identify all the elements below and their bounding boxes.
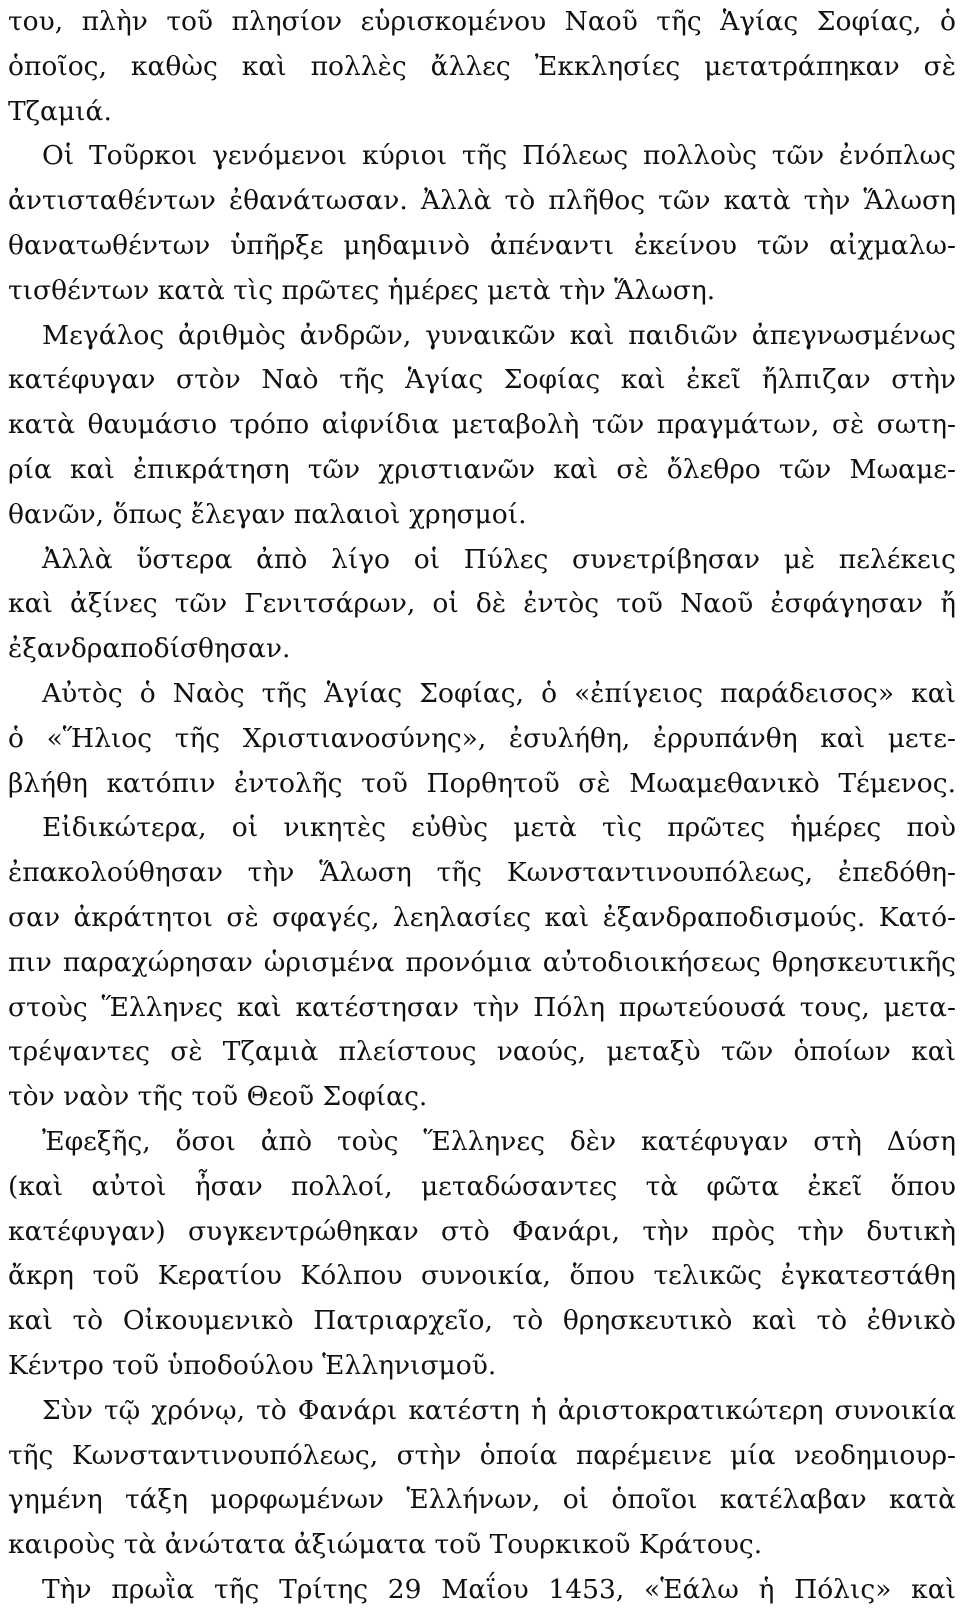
- text-line: στοὺς Ἕλληνες καὶ κατέστησαν τὴν Πόλη πρωτεύουσά τους, μετα-: [8, 991, 956, 1023]
- text-line: Σὺν τῷ χρόνῳ, τὸ Φανάρι κατέστη ἡ ἀριστοκρατικώτερη συνοικία: [42, 1394, 956, 1426]
- text-line: του, πλὴν τοῦ πλησίον εὑρισκομένου Ναοῦ τῆς Ἁγίας Σοφίας, ὁ: [8, 6, 956, 37]
- text-line: κατὰ θαυμάσιο τρόπο αἰφνίδια μεταβολὴ τῶν πραγμάτων, σὲ σωτη-: [8, 409, 956, 441]
- text-line: κατέφυγαν) συγκεντρώθηκαν στὸ Φανάρι, τὴν πρὸς τὴν δυτικὴ: [8, 1215, 956, 1247]
- text-line: ὁ «Ἥλιος τῆς Χριστιανοσύνης», ἐσυλήθη, ἐρρυπάνθη καὶ μετε-: [8, 722, 956, 754]
- text-line: βλήθη κατόπιν ἐντολῆς τοῦ Πορθητοῦ σὲ Μωαμεθανικὸ Τέμενος.: [8, 767, 956, 799]
- text-line: θανατωθέντων ὑπῆρξε μηδαμινὸ ἀπέναντι ἐκείνου τῶν αἰχμαλω-: [8, 229, 956, 261]
- text-line: τισθέντων κατὰ τὶς πρῶτες ἡμέρες μετὰ τὴν Ἅλωση.: [8, 274, 716, 306]
- text-line: Μεγάλος ἀριθμὸς ἀνδρῶν, γυναικῶν καὶ παιδιῶν ἀπεγνωσμένως: [42, 319, 956, 351]
- text-line: (καὶ αὐτοὶ ἦσαν πολλοί, μεταδώσαντες τὰ φῶτα ἐκεῖ ὅπου: [8, 1170, 956, 1202]
- text-line: πιν παραχώρησαν ὡρισμένα προνόμια αὐτοδιοικήσεως θρησκευτικῆς: [8, 946, 956, 978]
- text-line: τὸν ναὸν τῆς τοῦ Θεοῦ Σοφίας.: [8, 1081, 428, 1113]
- text-line: σαν ἀκράτητοι σὲ σφαγές, λεηλασίες καὶ ἐξανδραποδισμούς. Κατό-: [8, 901, 956, 933]
- text-line: κατέφυγαν στὸν Ναὸ τῆς Ἁγίας Σοφίας καὶ ἐκεῖ ἤλπιζαν στὴν: [8, 364, 956, 396]
- text-line: καὶ ἀξίνες τῶν Γενιτσάρων, οἱ δὲ ἐντὸς τοῦ Ναοῦ ἐσφάγησαν ἤ: [8, 588, 956, 620]
- text-line: Κέντρο τοῦ ὑποδούλου Ἑλληνισμοῦ.: [8, 1349, 497, 1381]
- text-line: Ἐφεξῆς, ὅσοι ἀπὸ τοὺς Ἕλληνες δὲν κατέφυγαν στὴ Δύση: [42, 1125, 956, 1157]
- text-line: Ἀλλὰ ὕστερα ἀπὸ λίγο οἱ Πύλες συνετρίβησαν μὲ πελέκεις: [42, 543, 956, 575]
- text-line: Οἱ Τοῦρκοι γενόμενοι κύριοι τῆς Πόλεως πολλοὺς τῶν ἐνόπλως: [42, 140, 956, 172]
- text-line: καιροὺς τὰ ἀνώτατα ἀξιώματα τοῦ Τουρκικοῦ Κράτους.: [8, 1529, 763, 1561]
- text-line: Εἰδικώτερα, οἱ νικητὲς εὐθὺς μετὰ τὶς πρῶτες ἡμέρες ποὺ: [42, 812, 956, 844]
- text-line: καὶ τὸ Οἰκουμενικὸ Πατριαρχεῖο, τὸ θρησκευτικὸ καὶ τὸ ἐθνικὸ: [8, 1305, 956, 1337]
- text-line: Τζαμιά.: [8, 95, 112, 127]
- text-line: ἐξανδραποδίσθησαν.: [8, 633, 291, 665]
- text-line: τρέψαντες σὲ Τζαμιὰ πλείστους ναούς, μεταξὺ τῶν ὁποίων καὶ: [8, 1036, 956, 1068]
- text-line: ρία καὶ ἐπικράτηση τῶν χριστιανῶν καὶ σὲ ὄλεθρο τῶν Μωαμε-: [8, 453, 956, 485]
- text-line: ἄκρη τοῦ Κερατίου Κόλπου συνοικία, ὅπου τελικῶς ἐγκατεστάθη: [8, 1260, 956, 1292]
- text-line: Αὐτὸς ὁ Ναὸς τῆς Ἁγίας Σοφίας, ὁ «ἐπίγειος παράδεισος» καὶ: [42, 677, 956, 709]
- document-page: [8, 0, 956, 1613]
- text-line: ἐπακολούθησαν τὴν Ἅλωση τῆς Κωνσταντινουπόλεως, ἐπεδόθη-: [8, 857, 956, 889]
- text-line: Τὴν πρωῒα τῆς Τρίτης 29 Μαΐου 1453, «Ἑάλω ἡ Πόλις» καὶ: [42, 1573, 956, 1605]
- text-line: γημένη τάξη μορφωμένων Ἑλλήνων, οἱ ὁποῖοι κατέλαβαν κατὰ: [8, 1484, 956, 1516]
- text-line: θανῶν, ὅπως ἔλεγαν παλαιοὶ χρησμοί.: [8, 498, 527, 530]
- text-line: ὁποῖος, καθὼς καὶ πολλὲς ἄλλες Ἐκκλησίες μετατράπηκαν σὲ: [8, 50, 956, 82]
- text-line: τῆς Κωνσταντινουπόλεως, στὴν ὁποία παρέμεινε μία νεοδημιουρ-: [8, 1439, 956, 1471]
- text-line: ἀντισταθέντων ἐθανάτωσαν. Ἀλλὰ τὸ πλῆθος τῶν κατὰ τὴν Ἅλωση: [8, 185, 956, 217]
